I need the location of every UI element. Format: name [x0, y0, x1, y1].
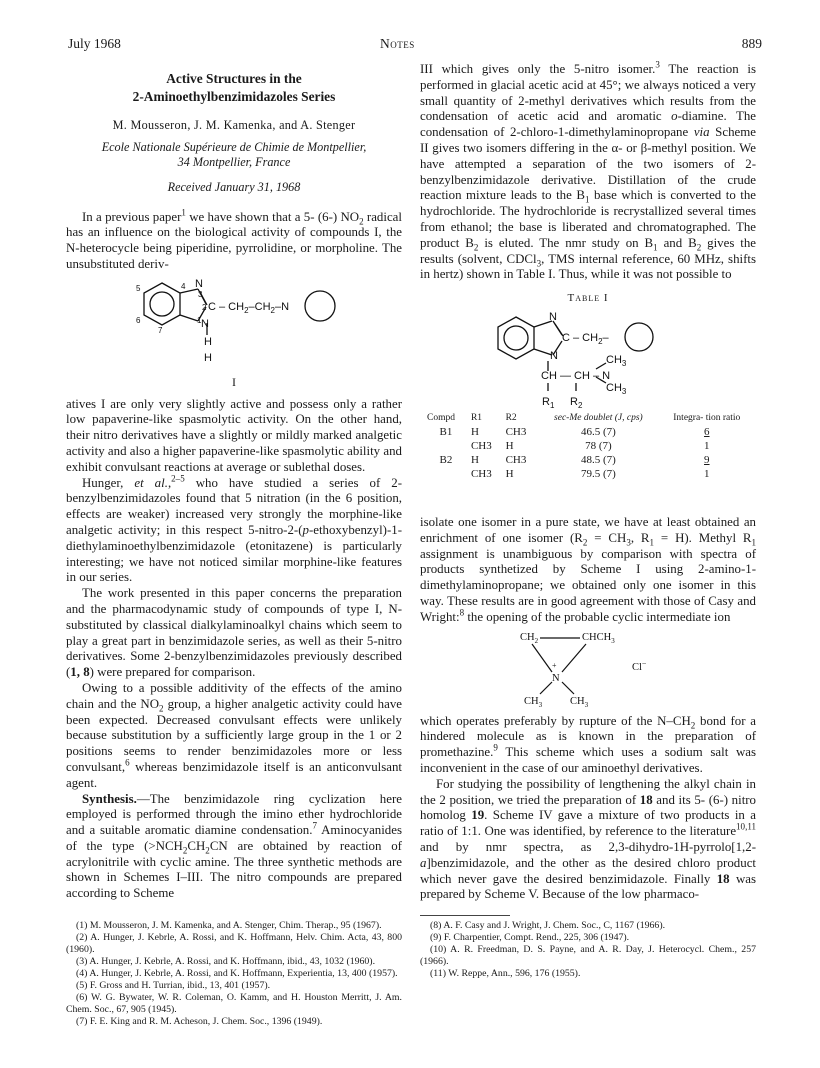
- svg-text:2: 2: [202, 302, 207, 312]
- table-header: R2: [505, 412, 517, 423]
- table-header-row: [424, 411, 754, 425]
- footnote: (6) W. G. Bywater, W. R. Coleman, O. Kamm, and H. Houston Merritt, J. Am. Chem. Soc., 67, 905 (1945).: [66, 992, 402, 1016]
- table-row: CH3 H 79.5 (7) 1: [470, 467, 710, 480]
- svg-text:Cl−: Cl−: [632, 658, 647, 673]
- svg-text:1: 1: [197, 315, 202, 325]
- footnote: (3) A. Hunger, J. Kebrle, A. Rossi, and K. Hoffmann, ibid., 43, 1032 (1960).: [76, 956, 376, 968]
- running-header-date: July 1968: [68, 36, 121, 51]
- footnotes-right: [420, 915, 756, 980]
- page-number: 889: [741, 36, 762, 51]
- body-paragraph: Owing to a possible additivity of the effects of the amino chain and the $NO_2$ group, a higher analgetic activity could have been expected. Decreased convulsant effects were unlikely because substitution by a sufficiently large group in the 1 or 2 positions seems to render benzimidazoles more or less convulsant,$^6$ whereas benzimidazole itself is an anticonvulsant agent.: [66, 680, 402, 790]
- svg-text:3: 3: [198, 289, 203, 299]
- footnote: (5) F. Gross and H. Turrian, ibid., 13, 401 (1957).: [76, 980, 271, 992]
- svg-text:4: 4: [181, 281, 186, 291]
- svg-text:7: 7: [158, 325, 163, 335]
- svg-text:5: 5: [136, 283, 141, 293]
- svg-text:+: +: [552, 660, 557, 670]
- table-header: Integra- tion ratio: [673, 412, 741, 423]
- svg-text:N: N: [549, 310, 557, 323]
- table-header: Compd: [427, 412, 455, 423]
- body-paragraph: The work presented in this paper concerns the preparation and the pharmacodynamic study of compounds of type I, N-substituted by classical dialkylaminoalkyl chains which seem to play a great part in benzimidazole series, as well as their 5-nitro derivatives. Some 2-benzylbenzimidazoles previously described (1, 8) were prepared for comparison.: [66, 586, 402, 680]
- body-paragraph: which operates preferably by rupture of the $N-CH_2$ bond for a hindered molecule as is known in the preparation of promethazine.$^9$ This scheme which uses a sodium salt was inconvenient in the case of our aminoethyl derivatives.: [420, 713, 756, 775]
- svg-text:N: N: [550, 349, 558, 362]
- footnote: (7) F. E. King and R. M. Acheson, J. Chem. Soc., 1396 (1949).: [76, 1016, 323, 1028]
- footnote: (11) W. Reppe, Ann., 596, 176 (1955).: [430, 968, 581, 980]
- table-header: sec-Me doublet (J, cps): [554, 412, 643, 423]
- footnote: (1) M. Mousseron, J. M. Kamenka, and A. Stenger, Chim. Therap., 95 (1967).: [76, 920, 382, 932]
- footnotes-left: [66, 920, 402, 1028]
- right-column: [420, 59, 757, 980]
- svg-text:CHCH3: $CHCH_3$: [582, 631, 615, 645]
- svg-text:N: N: [201, 317, 209, 330]
- received-date: Received January 31, 1968: [167, 179, 301, 194]
- aziridinium-diagram: [420, 628, 756, 708]
- svg-text:CH3: $CH_3$: [606, 381, 627, 396]
- footnote: (10) A. R. Freedman, D. S. Payne, and A. R. Day, J. Heterocycl. Chem., 257 (1966).: [420, 944, 756, 968]
- footnote: (9) F. Charpentier, Compt. Rend., 225, 306 (1947).: [430, 932, 630, 944]
- table-I-structure: [420, 311, 756, 409]
- body-paragraph: For studying the possibility of lengthening the alkyl chain in the 2 position, we tried the preparation of 18 and its 5- (6-) nitro homolog 19. Scheme IV gave a mixture of two products in a ratio of 1:1. One was identified, by reference to the literature$^{10,11}$ and by nmr spectra, as 2,3-dihydro-1H-pyrrolo[1,2-a]benzimidazole, and the other as the desired chloro product which never gave the desired benzimidazole. Finally 18 was prepared by Scheme V. Because of the low pharmaco-: [420, 776, 757, 902]
- affiliation: Ecole Nationale Supérieure de Chimie de Montpellier, 34 Montpellier, France: [101, 139, 367, 169]
- article-title: Active Structures in the 2-Aminoethylbenzimidazoles Series: [132, 71, 336, 104]
- body-paragraph: Synthesis.—The benzimidazole ring cyclization here employed is performed through the imino ether hydrochloride and a suitable aromatic diamine condensation.$^7$ Aminocyanides of the type ($>NCH_2CH_2CN$ are obtained by reaction of acrylonitrile with cyclic amine. The three synthetic methods are shown in Schemes I–III. The nitro compounds are prepared according to Scheme: [66, 791, 402, 901]
- svg-text:CH3: $CH_3$: [524, 695, 543, 708]
- svg-text:CH — CH – N: CH — CH – N: [541, 369, 611, 382]
- running-header-section: Notes: [380, 36, 415, 51]
- footnote: (4) A. Hunger, J. Kebrle, A. Rossi, and K. Hoffmann, Experientia, 13, 400 (1957).: [76, 968, 398, 980]
- benzylbenzimidazole-structure-diagram: [420, 311, 756, 409]
- table-row: B2 H CH3 48.5 (7) 9: [439, 453, 710, 466]
- nmr-table: [424, 411, 754, 481]
- svg-text:R2: $R_2$: [570, 395, 583, 409]
- compound-I-structure: [66, 277, 402, 373]
- footnote: (2) A. Hunger, J. Kebrle, A. Rossi, and K. Hoffmann, Helv. Chim. Acta, 43, 800 (1960).: [66, 932, 402, 956]
- svg-text:C – CH2–CH2–N: C – $CH_2-CH_2-N$: [208, 300, 290, 315]
- table-row: B1 H CH3 46.5 (7) 6: [439, 425, 710, 438]
- svg-text:H: H: [204, 351, 212, 364]
- benzimidazole-structure-diagram: [66, 277, 402, 373]
- svg-text:CH3: $CH_3$: [570, 695, 589, 708]
- left-column: [66, 62, 402, 1028]
- table-header: R1: [470, 412, 483, 423]
- article-authors: M. Mousseron, J. M. Kamenka, and A. Stenger: [112, 118, 356, 132]
- svg-text:CH3: $CH_3$: [606, 353, 627, 368]
- svg-text:CH2: $CH_2$: [520, 631, 539, 645]
- body-paragraph: isolate one isomer in a pure state, we have at least obtained an enrichment of one isomer ($R_2 = CH_3$, $R_1 = H$). Methyl $R_1$ assignment is unambiguous by comparison with spectra of products synthetized by Scheme I using 2-amino-1-dimethylaminopropane; we obtained only one isomer in this way. These results are in good agreement with those of Casy and Wright:$^8$ the opening of the probable cyclic intermediate ion: [420, 514, 757, 624]
- footnote-rule: [420, 915, 510, 916]
- table-row: CH3 H 78 (7) 1: [470, 439, 710, 452]
- svg-text:6: 6: [136, 315, 141, 325]
- svg-text:H: H: [204, 335, 212, 348]
- svg-text:N: N: [552, 672, 560, 684]
- body-paragraph: III which gives only the 5-nitro isomer.$^3$ The reaction is performed in glacial acetic acid at 45°; we always noticed a very small quantity of 2-methyl derivatives which results from the condensation of acetic acid and aromatic o-diamine. The condensation of 2-chloro-1-dimethylaminopropane via Scheme II gives two isomers differing in the α- or β-methyl position. We have attempted a separation of the two isomers of 2-benzylbenzimidazole derivative. Distillation of the crude reaction mixture leads to the $B_1$ base which is converted to the hydrochloride. The hydrochloride is recrystallized several times from ethanol; the base is liberated and chromatographed. The product $B_2$ is eluted. The nmr study on $B_1$ and $B_2$ gives the results (solvent, CDCl$_3$, TMS internal reference, 60 MHz, shifts in hertz) shown in Table I. Thus, while it was not possible to: [420, 59, 757, 282]
- compound-label: I: [232, 374, 236, 389]
- aziridinium-ion-structure: [420, 628, 756, 708]
- table-title: Table I: [567, 292, 609, 305]
- svg-text:N: N: [195, 277, 203, 290]
- svg-text:R1: $R_1$: [542, 395, 555, 409]
- footnote: (8) A. F. Casy and J. Wright, J. Chem. Soc., C, 1167 (1966).: [430, 920, 666, 932]
- svg-text:C – CH2–: C – $CH_2-$: [562, 331, 609, 346]
- body-paragraph: In a previous paper$^1$ we have shown that a 5- (6-) $NO_2$ radical has an influence on the biological activity of compounds I, the N-heterocycle being piperidine, pyrrolidine, or morpholine. The unsubstituted deriv-: [66, 207, 402, 271]
- body-paragraph: atives I are only very slightly active and possess only a rather low papaverine-like spasmolytic activity. On the other hand, their nitro derivatives have a slightly or mildly marked analgetic activity and also a higher papaverine-like spasmolytic ability and exhibit convulsant reactions at average or sublethal doses.: [66, 396, 402, 474]
- body-paragraph: Hunger, et al.,$^{2-5}$ who have studied a series of 2-benzylbenzimidazoles found that 5 nitration (in the 6 position, effects are weaker) increased very strongly the morphine-like analgetic activity; in this respect 5-nitro-2-(p-ethoxybenzyl)-1-diethylaminoethylbenzimidazole (etonitazene) is particularly interesting; we have not noticed similar morphine-like features in our series.: [66, 473, 402, 585]
